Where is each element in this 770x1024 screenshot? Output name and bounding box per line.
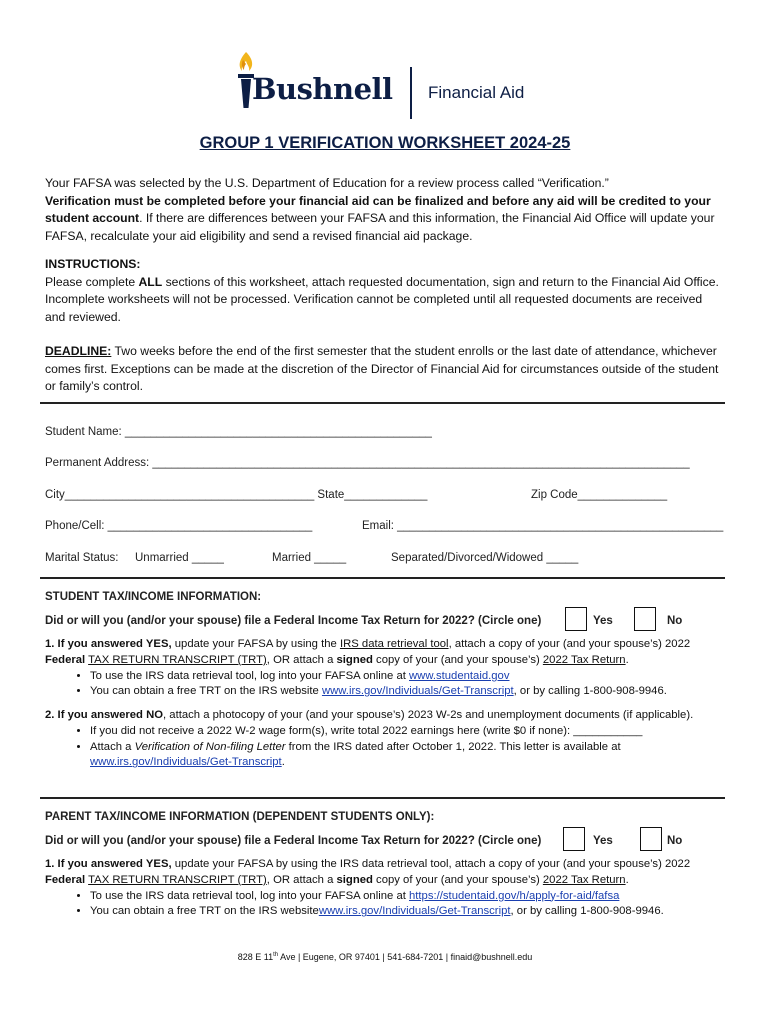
list-item bbox=[90, 904, 725, 920]
federal-text: Federal bbox=[45, 873, 86, 886]
parent-yes-text: update your FAFSA by using the IRS data retrieval tool, attach a copy of your (and your spouse’s) 2022 bbox=[171, 858, 691, 870]
student-no-instructions bbox=[45, 708, 725, 771]
logo-divider bbox=[410, 67, 412, 119]
footer-address: 828 E 11 bbox=[237, 952, 274, 962]
parent-yes-text: , OR attach a bbox=[266, 873, 337, 886]
fafsa-link[interactable]: https://studentaid.gov/h/apply-for-aid/fafsa bbox=[409, 889, 620, 902]
bullet-text: Attach a bbox=[90, 740, 135, 753]
intro-paragraph bbox=[45, 175, 725, 245]
footer-sup: th bbox=[273, 952, 279, 958]
zip-code-field[interactable]: Zip Code______________ bbox=[531, 489, 668, 501]
department-name: Financial Aid bbox=[428, 83, 525, 102]
student-tax-heading: STUDENT TAX/INCOME INFORMATION: bbox=[45, 591, 262, 603]
irs-transcript-link[interactable]: www.irs.gov/Individuals/Get-Transcript bbox=[90, 756, 282, 769]
student-yes-text: copy of your (and your spouse’s) bbox=[372, 653, 543, 666]
student-no-text: , attach a photocopy of your (and your spouse’s) 2023 W-2s and unemployment documents (if applicable). bbox=[163, 709, 694, 721]
irs-transcript-link[interactable]: www.irs.gov/Individuals/Get-Transcript bbox=[318, 905, 511, 918]
permanent-address-field[interactable]: Permanent Address: ____________________________________________________________________________________ bbox=[45, 457, 690, 469]
parent-tax-question: Did or will you (and/or your spouse) file a Federal Income Tax Return for 2022? (Circle one) bbox=[45, 835, 542, 847]
instructions-text-b: sections of this worksheet, attach requested documentation, sign and return to the Financial Aid Office. Incomplete worksheets will not be processed. Verification cannot be completed until all requested documents are received and reviewed. bbox=[45, 274, 719, 324]
signed-text: signed bbox=[336, 653, 373, 666]
parent-tax-heading: PARENT TAX/INCOME INFORMATION (DEPENDENT STUDENTS ONLY): bbox=[45, 811, 435, 823]
student-tax-question: Did or will you (and/or your spouse) file a Federal Income Tax Return for 2022? (Circle one) bbox=[45, 615, 542, 627]
footer-contact bbox=[0, 952, 770, 962]
deadline-label: DEADLINE: bbox=[45, 344, 112, 358]
tax-return-text: 2022 Tax Return bbox=[542, 873, 626, 886]
section-divider bbox=[40, 797, 725, 799]
instructions-text-a: Please complete bbox=[45, 274, 139, 289]
brand-name: Bushnell bbox=[252, 72, 393, 106]
bullet-text: To use the IRS data retrieval tool, log into your FAFSA online at bbox=[90, 889, 409, 902]
marital-unmarried-option[interactable]: Unmarried _____ bbox=[135, 552, 224, 564]
tax-return-text: 2022 Tax Return bbox=[542, 653, 626, 666]
list-item bbox=[90, 724, 725, 740]
marital-status-label: Marital Status: bbox=[45, 552, 119, 564]
list-item bbox=[90, 740, 725, 772]
section-divider bbox=[40, 402, 725, 404]
bullet-text: , or by calling 1-800-908-9946. bbox=[510, 905, 664, 918]
bullet-text: from the IRS dated after October 1, 2022. This letter is available at bbox=[285, 740, 621, 753]
parent-no-checkbox[interactable] bbox=[640, 827, 662, 851]
non-filing-letter-text: Verification of Non-filing Letter bbox=[134, 740, 286, 753]
section-divider bbox=[40, 577, 725, 579]
student-no-checkbox[interactable] bbox=[634, 607, 656, 631]
intro-text: Your FAFSA was selected by the U.S. Department of Education for a review process called “Verification.” bbox=[45, 176, 609, 190]
parent-yes-instructions bbox=[45, 857, 725, 920]
intro-rest-text: . If there are differences between your FAFSA and this information, the Financial Aid Office will update your FAFSA, recalculate your aid eligibility and send a revised financial aid package. bbox=[45, 211, 715, 243]
period: . bbox=[281, 756, 285, 769]
parent-yes-label: Yes bbox=[593, 835, 613, 847]
irs-tool-link[interactable]: IRS data retrieval tool bbox=[339, 638, 449, 650]
student-yes-text: , OR attach a bbox=[266, 653, 337, 666]
list-item bbox=[90, 669, 725, 685]
student-name-field[interactable]: Student Name: ________________________________________________ bbox=[45, 426, 432, 438]
marital-separated-option[interactable]: Separated/Divorced/Widowed _____ bbox=[391, 552, 579, 564]
student-yes-lead: 1. If you answered YES, bbox=[45, 638, 172, 650]
student-yes-text: , attach a copy of your (and your spouse’s) 2022 bbox=[448, 638, 691, 650]
bullet-text: If you did not receive a 2022 W-2 wage form(s), write total 2022 earnings here (write $0 if none): ___________ bbox=[90, 724, 643, 737]
intro-bold-text: Verification must be completed before your financial aid can be finalized and before any aid will be credited to your student account bbox=[45, 193, 711, 225]
instructions-heading: INSTRUCTIONS: bbox=[45, 257, 141, 271]
marital-married-option[interactable]: Married _____ bbox=[272, 552, 347, 564]
email-field[interactable]: Email: ___________________________________________________ bbox=[362, 520, 724, 532]
student-yes-checkbox[interactable] bbox=[565, 607, 587, 631]
student-no-label: No bbox=[667, 615, 683, 627]
instructions-all: ALL bbox=[138, 274, 163, 289]
instructions-section bbox=[45, 256, 725, 326]
parent-yes-text: copy of your (and your spouse’s) bbox=[372, 873, 543, 886]
student-no-lead: 2. If you answered NO bbox=[45, 709, 164, 721]
bullet-text: You can obtain a free TRT on the IRS website bbox=[90, 685, 322, 698]
parent-yes-checkbox[interactable] bbox=[563, 827, 585, 851]
bushnell-logo bbox=[232, 50, 552, 125]
phone-field[interactable]: Phone/Cell: ________________________________ bbox=[45, 520, 313, 532]
student-yes-instructions bbox=[45, 637, 725, 700]
page-title: GROUP 1 VERIFICATION WORKSHEET 2024-25 bbox=[199, 134, 571, 152]
bullet-text: You can obtain a free TRT on the IRS website bbox=[90, 905, 319, 918]
signed-text: signed bbox=[336, 873, 373, 886]
irs-transcript-link[interactable]: www.irs.gov/Individuals/Get-Transcript bbox=[321, 685, 514, 698]
bullet-text: To use the IRS data retrieval tool, log into your FAFSA online at bbox=[90, 669, 409, 682]
city-state-field[interactable]: City_______________________________________ State_____________ bbox=[45, 489, 428, 501]
period: . bbox=[625, 873, 629, 886]
list-item bbox=[90, 889, 725, 905]
student-yes-text: update your FAFSA by using the bbox=[171, 638, 340, 650]
trt-text: TAX RETURN TRANSCRIPT (TRT) bbox=[88, 653, 267, 666]
student-yes-label: Yes bbox=[593, 615, 613, 627]
list-item bbox=[90, 684, 725, 700]
studentaid-link[interactable]: www.studentaid.gov bbox=[409, 669, 510, 682]
deadline-text: Two weeks before the end of the first semester that the student enrolls or the last date of attendance, whichever comes first. Exceptions can be made at the discretion of the Director of Financial Aid for circumstances outside of the student or family’s control. bbox=[45, 344, 719, 393]
footer-contact-info: Ave | Eugene, OR 97401 | 541-684-7201 | finaid@bushnell.edu bbox=[278, 952, 533, 962]
period: . bbox=[625, 653, 629, 666]
deadline-section bbox=[45, 343, 725, 396]
bullet-text: , or by calling 1-800-908-9946. bbox=[513, 685, 667, 698]
trt-text: TAX RETURN TRANSCRIPT (TRT) bbox=[88, 873, 267, 886]
federal-text: Federal bbox=[45, 653, 86, 666]
parent-no-label: No bbox=[667, 835, 683, 847]
parent-yes-lead: 1. If you answered YES, bbox=[45, 858, 172, 870]
